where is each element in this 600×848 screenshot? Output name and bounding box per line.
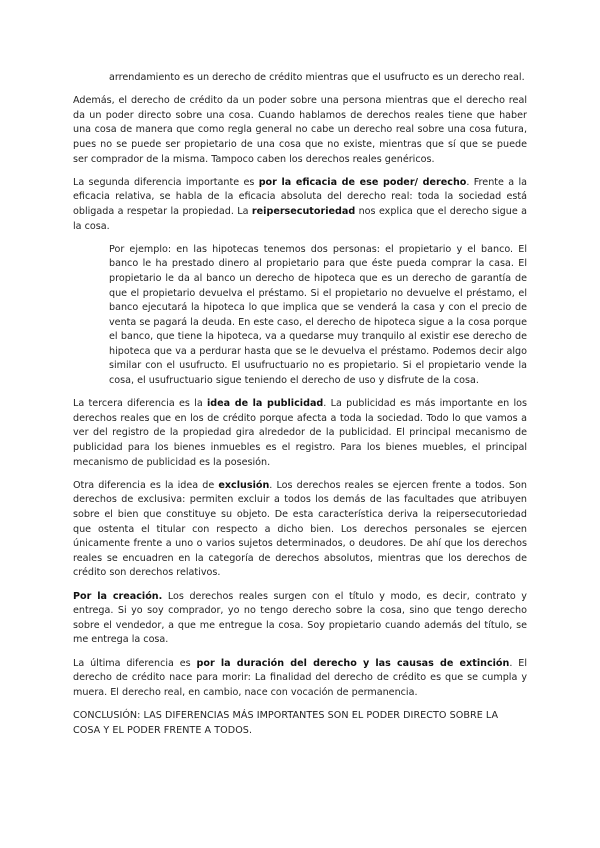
paragraph-text: Los derechos reales surgen con el título y modo, es decir, contrato y entrega. Si yo soy comprador, yo no tengo derecho sobre la cosa, sino que tengo derecho sobre el vendedor, a que me entregue la cosa. Soy propietario cuando además del título, se me entrega la cosa. <box>73 590 527 646</box>
bold-term-duration: por la duración del derecho y las causas de extinción <box>196 657 510 669</box>
bold-term-creation: Por la creación. <box>73 590 163 602</box>
bold-term-publicity: idea de la publicidad <box>207 398 324 410</box>
paragraph-usufruct-note <box>109 71 527 86</box>
paragraph-text: Por ejemplo: en las hipotecas tenemos dos personas: el propietario y el banco. El banco le ha prestado dinero al propietario para que éste pueda comprar la casa. El propietario le da al banco un derecho de hipoteca que es un derecho de garantía de que el propietario devuelva el préstamo. Si el propietario no devuelve el préstamo, el banco ejecutará la hipoteca lo que implica que se venderá la casa y con el precio de venta se pagará la deuda. En este caso, el derecho de hipoteca sigue a la cosa porque el banco, que tiene la hipoteca, va a quedarse muy tranquilo al existir ese derecho de hipoteca que va a perdurar hasta que se le devuelva el préstamo. Podemos decir algo similar con el usufructo. El usufructuario no es propietario. Si el propietario vende la cosa, el usufructuario sigue teniendo el derecho de uso y disfrute de la cosa. <box>109 243 527 387</box>
paragraph-text: La última diferencia es <box>73 657 197 669</box>
paragraph-text: . Los derechos reales se ejercen frente a todos. Son derechos de exclusiva: permiten excluir a todos los demás de las facultades que atribuyen sobre el bien que constituye su objeto. De esta característica deriva la reipersecutoriedad que ostenta el titular con respecto a dicho bien. Los derechos personales se ejercen únicamente frente a uno o varios sujetos determinados, o deudores. De ahí que los derechos reales se encuadren en la categoría de derechos absolutos, mientras que los derechos de crédito son derechos relativos. <box>73 479 527 579</box>
paragraph-text: arrendamiento es un derecho de crédito mientras que el usufructo es un derecho real. <box>109 72 525 83</box>
bold-term-exclusion: exclusión <box>218 479 270 491</box>
bold-term-efficacy: por la eficacia de ese poder/ derecho <box>258 176 467 188</box>
paragraph-third-difference <box>73 397 527 470</box>
paragraph-exclusion <box>73 479 527 581</box>
paragraph-credit-vs-real <box>73 94 527 167</box>
paragraph-text: La tercera diferencia es la <box>73 398 207 410</box>
paragraph-text: . El derecho de crédito nace para morir: La finalidad del derecho de crédito es que se cumpla y muera. El derecho real, en cambio, nace con vocación de permanencia. <box>73 657 527 698</box>
paragraph-creation <box>73 590 527 648</box>
paragraph-second-difference <box>73 176 527 234</box>
bold-term-reipersecutoriedad: reipersecutoriedad <box>251 205 356 217</box>
paragraph-text: Además, el derecho de crédito da un poder sobre una persona mientras que el derecho real da un poder directo sobre una cosa. Cuando hablamos de derechos reales tiene que haber una cosa de manera que como regla general no cabe un derecho real sobre una cosa futura, pues no se puede ser propietario de una cosa que no existe, mientras que sí que se puede ser comprador de la misma. Tampoco caben los derechos reales genéricos. <box>73 95 527 165</box>
document-page <box>73 71 527 747</box>
paragraph-mortgage-example <box>109 243 527 389</box>
paragraph-text: . Frente a la eficacia relativa, se habla de la eficacia absoluta del derecho real: toda la sociedad está obligada a respetar la propiedad. La <box>73 176 527 217</box>
paragraph-text: . La publicidad es más importante en los derechos reales que en los de crédito porque afecta a toda la sociedad. Todo lo que vamos a ver del registro de la propiedad gira alrededor de la publicidad. El principal mecanismo de publicidad para los bienes inmuebles es el registro. Para los bienes muebles, el principal mecanismo de publicidad es la posesión. <box>73 398 527 468</box>
paragraph-text: CONCLUSIÓN: LAS DIFERENCIAS MÁS IMPORTANTES SON EL PODER DIRECTO SOBRE LA COSA Y EL PODER FRENTE A TODOS. <box>73 709 499 736</box>
paragraph-text: Otra diferencia es la idea de <box>73 479 219 491</box>
paragraph-text: La segunda diferencia importante es <box>73 176 259 188</box>
paragraph-conclusion <box>73 709 527 738</box>
paragraph-text: nos explica que el derecho sigue a la cosa. <box>73 205 528 232</box>
paragraph-last-difference <box>73 657 527 701</box>
